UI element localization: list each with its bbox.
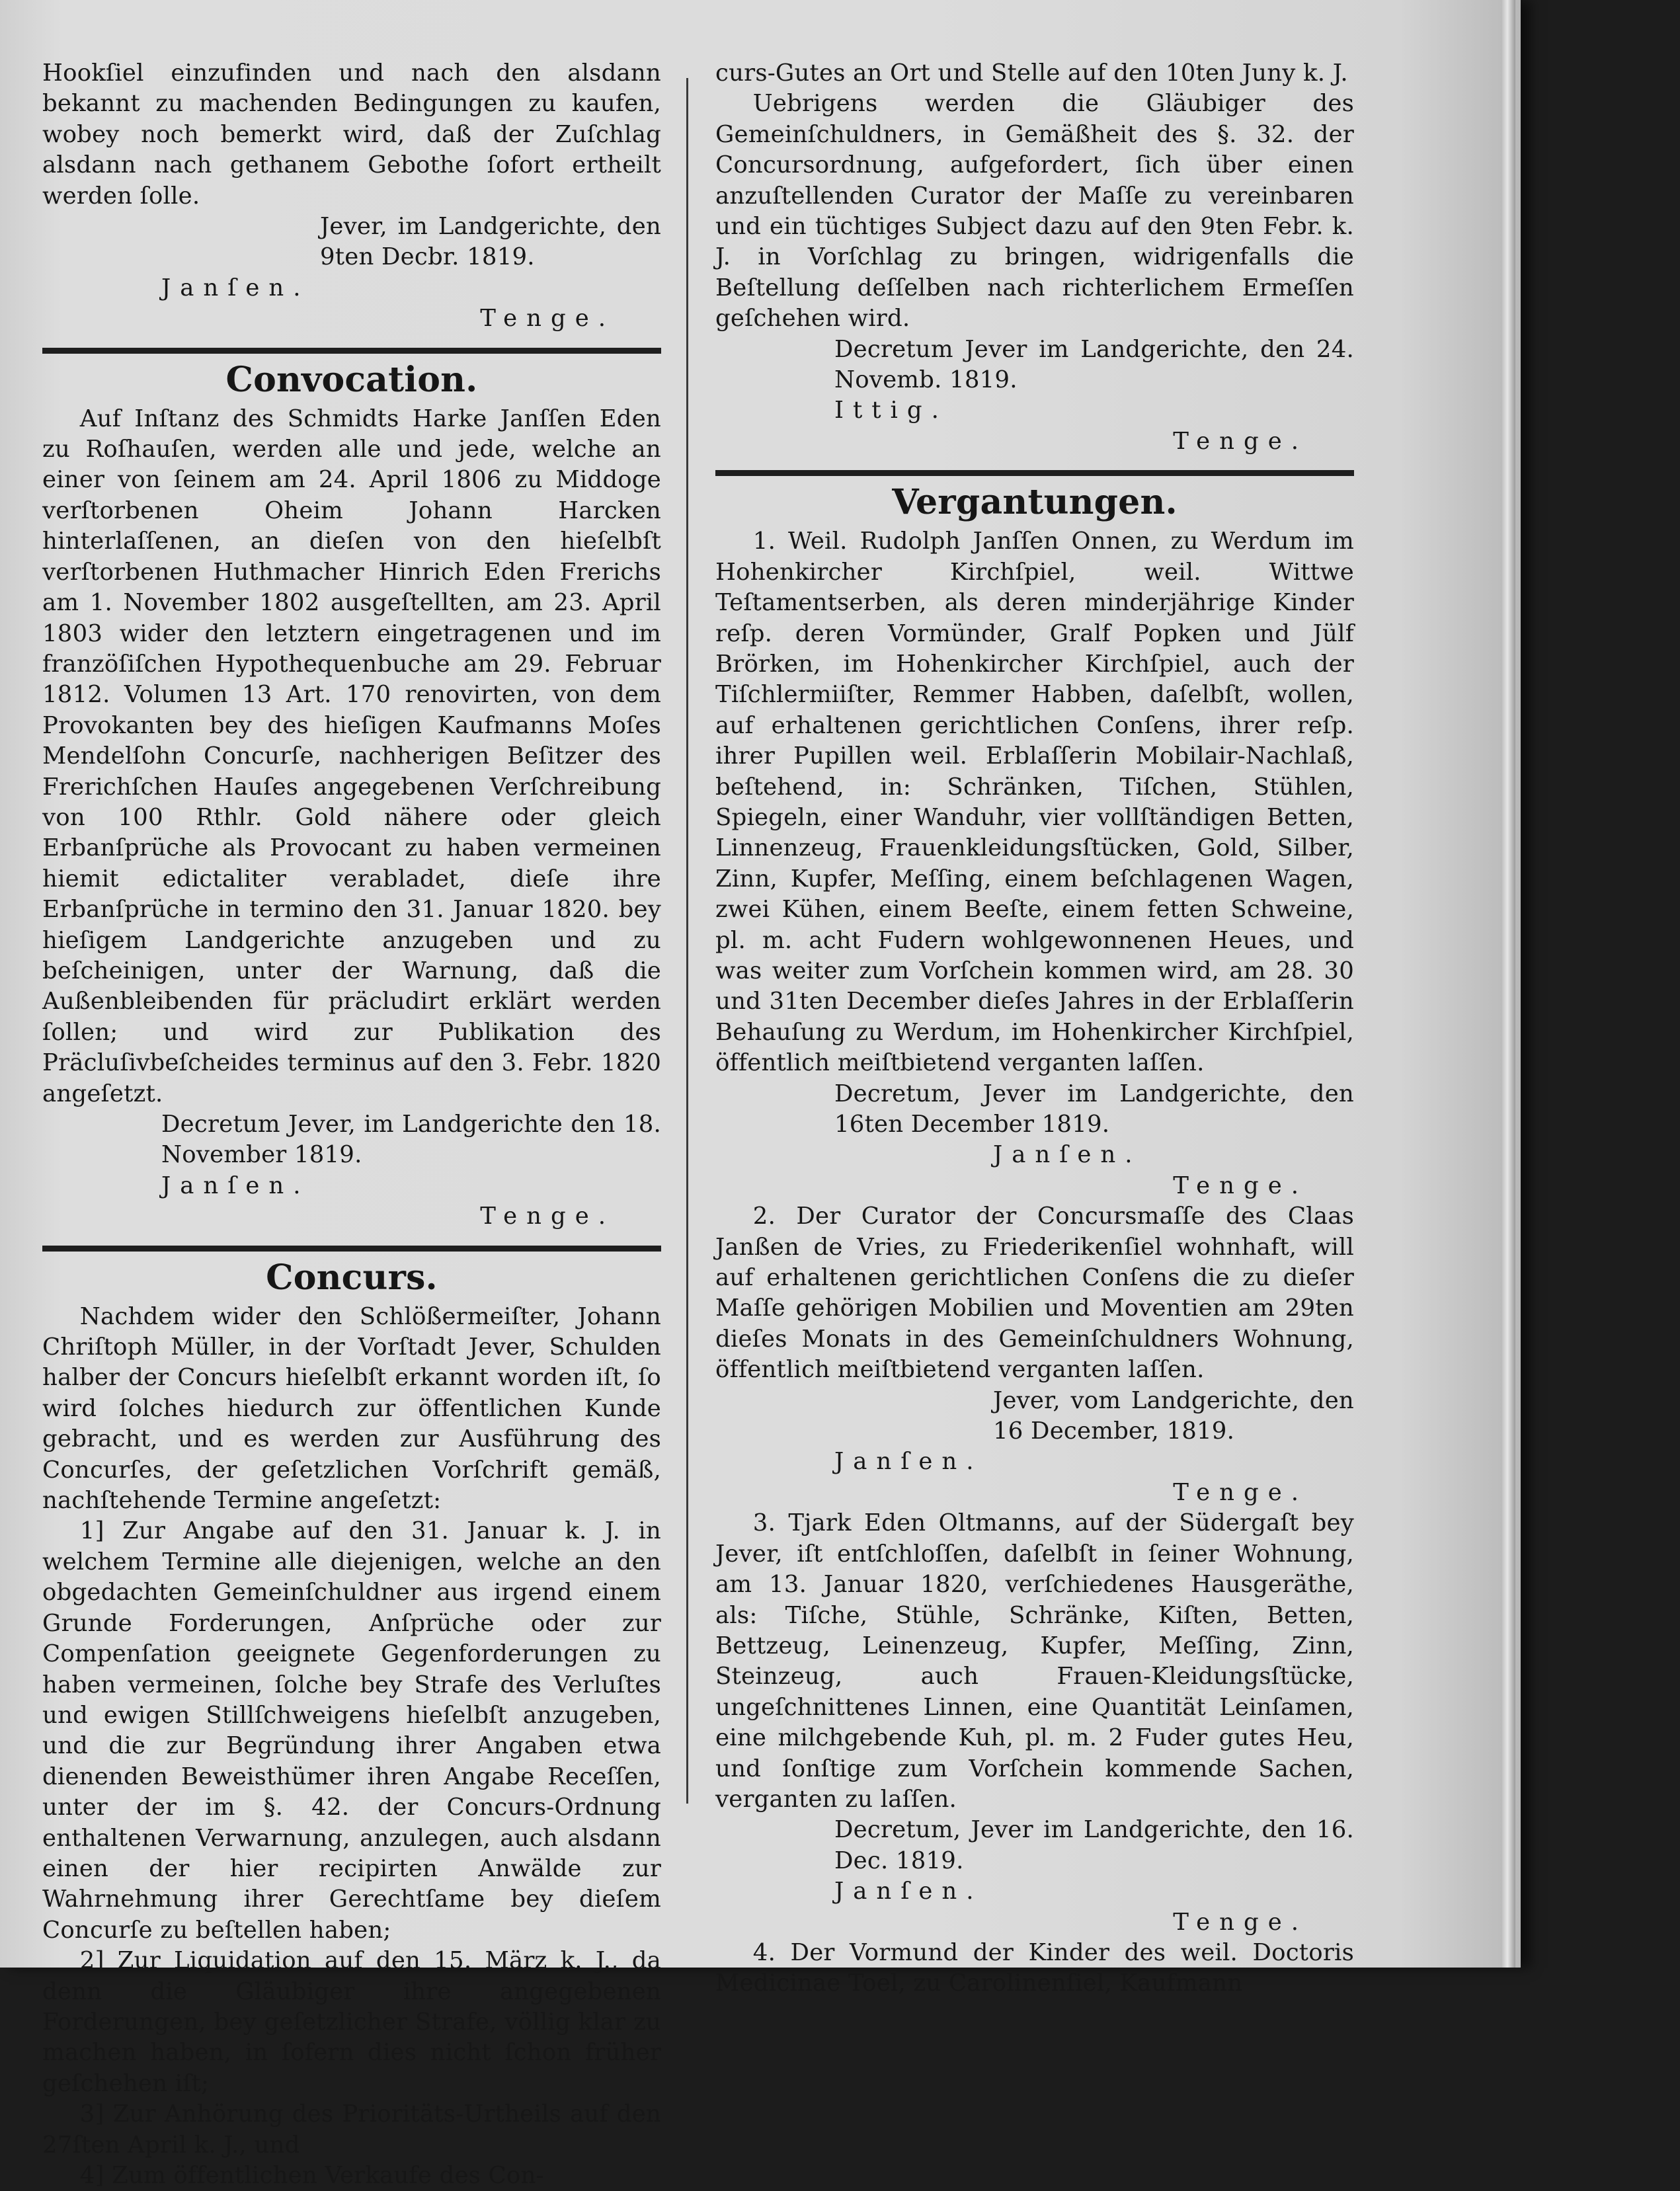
signature-ittig: Ittig. xyxy=(834,397,948,424)
section-rule xyxy=(42,1246,661,1252)
heading-vergantungen: Vergantungen. xyxy=(892,482,1178,523)
vergantung-3-date: Decretum, Jever im Landgerichte, den 16. Dec. 1819. xyxy=(834,1816,1354,1874)
convocation-signature-jansen: Janſen. xyxy=(161,1172,310,1199)
notice-date: Jever, im Landgerichte, den 9ten Decbr. 1819. xyxy=(320,213,661,271)
column-divider xyxy=(686,78,688,1804)
right-column xyxy=(715,58,1354,1999)
convocation-body: Auf Inſtanz des Schmidts Harke Janſſen Eden zu Roſhauſen, werden alle und jede, welche an einer von ſeinem am 24. April 1806 zu Middoge verſtorbenen Oheim Johann Harcken hinterlaſſenen, an dieſen von den hieſelbſt verſtorbenen Huthmacher Hinrich Eden Frerichs am 1. November 1802 ausgeſtellten, am 23. April 1803 wider den letztern eingetragenen und im franzöſiſchen Hypothequenbuche am 29. Februar 1812. Volumen 13 Art. 170 renovirten, von dem Provokanten bey des hieſigen Kaufmanns Moſes Mendelſohn Concurſe, nachherigen Beſitzer des Frerichſchen Hauſes angegebenen Verſchreibung von 100 Rthlr. Gold nähere oder gleich Erbanſprüche als Provocant zu haben vermeinen hiemit edictaliter verabladet, dieſe ihre Erbanſprüche in termino den 31. Januar 1820. bey hieſigem Landgerichte anzugeben und zu beſcheinigen, unter der Warnung, daß die Außenbleibenden für präcludirt erklärt werden ſollen; und wird zur Publikation des Präcluſivbeſcheides terminus auf den 3. Febr. 1820 angeſetzt. xyxy=(42,405,661,1107)
page-edge xyxy=(1502,0,1515,1968)
vergantung-3: 3. Tjark Eden Oltmanns, auf der Südergaſt bey Jever, iſt entſchloſſen, daſelbſt in ſeiner Wohnung, am 13. Januar 1820, verſchiedenes Hausgeräthe, als: Tiſche, Stühle, Schränke, Kiſten, Betten, Bettzeug, Leinenzeug, Kupfer, Meſſing, Zinn, Steinzeug, auch Frauen-Kleidungsſtücke, ungeſchnittenes Linnen, eine Quantität Leinſamen, eine milchgebende Kuh, pl. m. 2 Fuder gutes Heu, und ſonſtige zum Vorſchein kommende Sachen, verganten zu laſſen. xyxy=(715,1509,1354,1813)
left-column xyxy=(42,58,661,2191)
concurs-continuation: curs-Gutes an Ort und Stelle auf den 10ten Juny k. J. xyxy=(715,60,1348,87)
vergantung-1-signature-jansen: Janſen. xyxy=(993,1141,1142,1169)
concurs-item-1: 1] Zur Angabe auf den 31. Januar k. J. in welchem Termine alle diejenigen, welche an den obgedachten Gemeinſchuldner aus irgend einem Grunde Forderungen, Anſprüche oder zur Compenſation geeignete Gegenforderungen zu haben vermeinen, ſolche bey Strafe des Verluſtes und ewigen Stillſchweigens hieſelbſt anzugeben, und die zur Begründung ihrer Angaben etwa dienenden Beweisthümer ihren Angabe Receſſen, unter der im §. 42. der Concurs-Ordnung enthaltenen Verwarnung, anzulegen, auch alsdann einen der hier recipirten Anwälde zur Wahrnehmung ihrer Gerechtſame bey dieſem Concurſe zu beſtellen haben; xyxy=(42,1517,661,1944)
concurs-item-3: 3] Zur Anhörung des Prioritäts-Urtheils auf den 27ſten April k. J., und xyxy=(42,2100,661,2159)
notice-continuation: Hookſiel einzufinden und nach den alsdann bekannt zu machenden Bedingungen zu kaufen, wobey noch bemerkt wird, daß der Zuſchlag alsdann nach gethanem Gebothe ſofort ertheilt werden ſolle. xyxy=(42,60,661,210)
concurs-creditors: Uebrigens werden die Gläubiger des Gemeinſchuldners, in Gemäßheit des §. 32. der Concursordnung, aufgefordert, ſich über einen anzuſtellenden Curator der Maſſe zu vereinbaren und ein tüchtiges Subject dazu auf den 9ten Febr. k. J. in Vorſchlag zu bringen, widrigenfalls die Beſtellung deſſelben nach richterlichem Ermeſſen geſchehen wird. xyxy=(715,90,1354,333)
concurs-item-2: 2] Zur Liquidation auf den 15. März k. J., da denn die Gläubiger ihre angegebenen Forderungen, bey geſetzlicher Strafe, völlig klar zu machen haben, in ſofern dies nicht ſchon früher geſchehen iſt; xyxy=(42,1947,661,2097)
vergantung-2-signature-jansen: Janſen. xyxy=(834,1448,983,1476)
vergantung-2-signature-tenge: Tenge. xyxy=(1173,1478,1308,1506)
vergantung-3-signature-jansen: Janſen. xyxy=(834,1878,983,1905)
heading-concurs: Concurs. xyxy=(266,1257,438,1298)
concurs-intro: Nachdem wider den Schlößermeiſter, Johann Chriſtoph Müller, in der Vorſtadt Jever, Schulden halber der Concurs hieſelbſt erkannt worden iſt, ſo wird ſolches hiedurch zur öffentlichen Kunde gebracht, und es werden zur Ausführung des Concurſes, der geſetzlichen Vorſchrift gemäß, nachſtehende Termine angeſetzt: xyxy=(42,1302,661,1515)
signature-tenge: Tenge. xyxy=(480,305,615,333)
section-rule xyxy=(715,470,1354,476)
vergantung-1: 1. Weil. Rudolph Janſſen Onnen, zu Werdum im Hohenkircher Kirchſpiel, weil. Wittwe Teſtamentserben, als deren minderjährige Kinder reſp. deren Vormünder, Gralf Popken und Jülf Brörken, im Hohenkircher Kirchſpiel, auch der Tiſchlermiiſter, Remmer Habben, daſelbſt, wollen, auf erhaltenen gerichtlichen Conſens, ihrer reſp. ihrer Pupillen weil. Erblaſſerin Mobilair-Nachlaß, beſtehend, in: Schränken, Tiſchen, Stühlen, Spiegeln, einer Wanduhr, vier vollſtändigen Betten, Linnenzeug, Frauenkleidungsſtücken, Gold, Silber, Zinn, Kupfer, Meſſing, einem beſchlagenen Wagen, zwei Kühen, einem Beeſte, einem fetten Schweine, pl. m. acht Fudern wohlgewonnenen Heues, und was weiter zum Vorſchein kommen wird, am 28. 30 und 31ten December dieſes Jahres in der Erblaſſerin Behauſung zu Werdum, im Hohenkircher Kirchſpiel, öffentlich meiſtbietend verganten laſſen. xyxy=(715,528,1354,1077)
concurs-item-4: 4] Zum öffentlichen Verkaufe des Con- xyxy=(79,2162,544,2189)
vergantung-1-signature-tenge: Tenge. xyxy=(1173,1172,1308,1199)
heading-convocation: Convocation. xyxy=(225,359,478,400)
vergantung-1-date: Decretum, Jever im Landgerichte, den 16ten December 1819. xyxy=(834,1080,1354,1138)
concurs-date: Decretum Jever im Landgerichte, den 24. Novemb. 1819. xyxy=(834,335,1354,394)
vergantung-2-date: Jever, vom Landgerichte, den 16 December, 1819. xyxy=(993,1386,1354,1445)
signature-tenge: Tenge. xyxy=(1173,427,1308,455)
vergantung-3-signature-tenge: Tenge. xyxy=(1173,1908,1308,1936)
section-rule xyxy=(42,348,661,354)
convocation-signature-tenge: Tenge. xyxy=(480,1203,615,1230)
vergantung-2: 2. Der Curator der Concursmaſſe des Claas Janßen de Vries, zu Friederikenſiel wohnhaft, will auf erhaltenen gerichtlichen Conſens die zu dieſer Maſſe gehörigen Mobilien und Moventien am 29ten dieſes Monats in des Gemeinſchuldners Wohnung, öffentlich meiſtbietend verganten laſſen. xyxy=(715,1203,1354,1384)
convocation-date: Decretum Jever, im Landgerichte den 18. November 1819. xyxy=(161,1111,661,1169)
vergantung-4: 4. Der Vormund der Kinder des weil. Doctoris Medicinae Toel, zu Carolinenſiel, Kaufmann xyxy=(715,1938,1354,1997)
signature-jansen: Janſen. xyxy=(161,274,310,301)
